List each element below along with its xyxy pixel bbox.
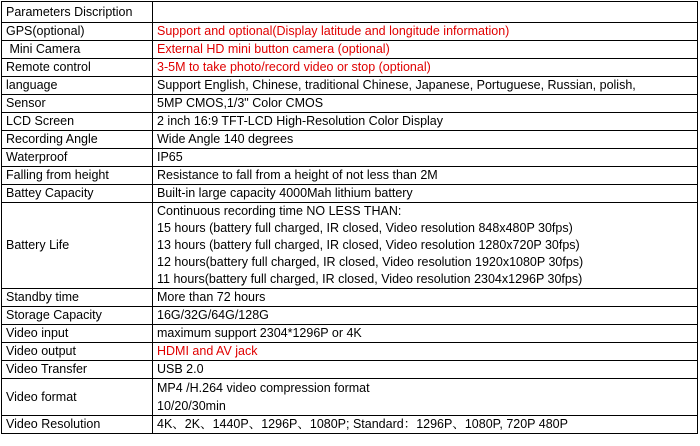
table-row	[2, 41, 698, 59]
table-row	[2, 131, 698, 149]
param-label: Storage Capacity	[2, 307, 153, 325]
battery-life-line: Continuous recording time NO LESS THAN:	[157, 204, 402, 218]
param-label: Remote control	[2, 59, 153, 77]
param-value: 4K、2K、1440P、1296P、1080P; Standard：1296P、1080P, 720P 480P	[153, 416, 698, 434]
table-row	[2, 149, 698, 167]
table-header-row	[2, 2, 698, 23]
param-value: Wide Angle 140 degrees	[153, 131, 698, 149]
table-row	[2, 95, 698, 113]
table-row	[2, 307, 698, 325]
table-row	[2, 23, 698, 41]
table-row	[2, 185, 698, 203]
param-value: IP65	[153, 149, 698, 167]
param-label: Mini Camera	[2, 41, 153, 59]
battery-life-line: 11 hours(battery full charged, IR closed, Video resolution 2304x1296P 30fps)	[157, 272, 583, 286]
param-label: Video output	[2, 343, 153, 361]
table-row-battery-life	[2, 203, 698, 289]
param-label: Battery Life	[2, 203, 153, 289]
table-row	[2, 59, 698, 77]
param-value: HDMI and AV jack	[153, 343, 698, 361]
param-label: Sensor	[2, 95, 153, 113]
param-label: Battey Capacity	[2, 185, 153, 203]
param-value: Support and optional(Display latitude and longitude information)	[153, 23, 698, 41]
param-label: Standby time	[2, 289, 153, 307]
video-format-line: 10/20/30min	[157, 399, 226, 413]
table-row	[2, 113, 698, 131]
param-value-multiline	[153, 203, 698, 289]
battery-life-line: 12 hours(battery full charged, IR closed, Video resolution 1920x1080P 30fps)	[157, 255, 584, 269]
battery-life-line: 13 hours (battery full charged, IR closed, Video resolution 1280x720P 30fps)	[157, 238, 580, 252]
table-row	[2, 325, 698, 343]
table-row	[2, 289, 698, 307]
param-value: 16G/32G/64G/128G	[153, 307, 698, 325]
param-label: Video Transfer	[2, 361, 153, 379]
table-row	[2, 361, 698, 379]
param-label: Video Resolution	[2, 416, 153, 434]
table-row	[2, 343, 698, 361]
table-row	[2, 416, 698, 434]
parameters-table	[1, 1, 698, 434]
param-label: language	[2, 77, 153, 95]
param-value: USB 2.0	[153, 361, 698, 379]
param-value-multiline	[153, 379, 698, 416]
param-label: Waterproof	[2, 149, 153, 167]
table-header-title: Parameters Discription	[2, 2, 153, 23]
param-value: 5MP CMOS,1/3" Color CMOS	[153, 95, 698, 113]
param-label: Recording Angle	[2, 131, 153, 149]
param-label: Falling from height	[2, 167, 153, 185]
table-row-video-format	[2, 379, 698, 416]
param-value: maximum support 2304*1296P or 4K	[153, 325, 698, 343]
param-value: Support English, Chinese, traditional Chinese, Japanese, Portuguese, Russian, polish,	[153, 77, 698, 95]
param-value: Built-in large capacity 4000Mah lithium battery	[153, 185, 698, 203]
video-format-line: MP4 /H.264 video compression format	[157, 381, 370, 395]
param-label: GPS(optional)	[2, 23, 153, 41]
param-value: External HD mini button camera (optional)	[153, 41, 698, 59]
param-label: Video input	[2, 325, 153, 343]
table-header-empty	[153, 2, 698, 23]
param-value: Resistance to fall from a height of not less than 2M	[153, 167, 698, 185]
param-label: Video format	[2, 379, 153, 416]
table-row	[2, 167, 698, 185]
battery-life-line: 15 hours (battery full charged, IR closed, Video resolution 848x480P 30fps)	[157, 221, 573, 235]
param-value: 2 inch 16:9 TFT-LCD High-Resolution Color Display	[153, 113, 698, 131]
param-value: More than 72 hours	[153, 289, 698, 307]
param-label: LCD Screen	[2, 113, 153, 131]
param-value: 3-5M to take photo/record video or stop (optional)	[153, 59, 698, 77]
table-row	[2, 77, 698, 95]
